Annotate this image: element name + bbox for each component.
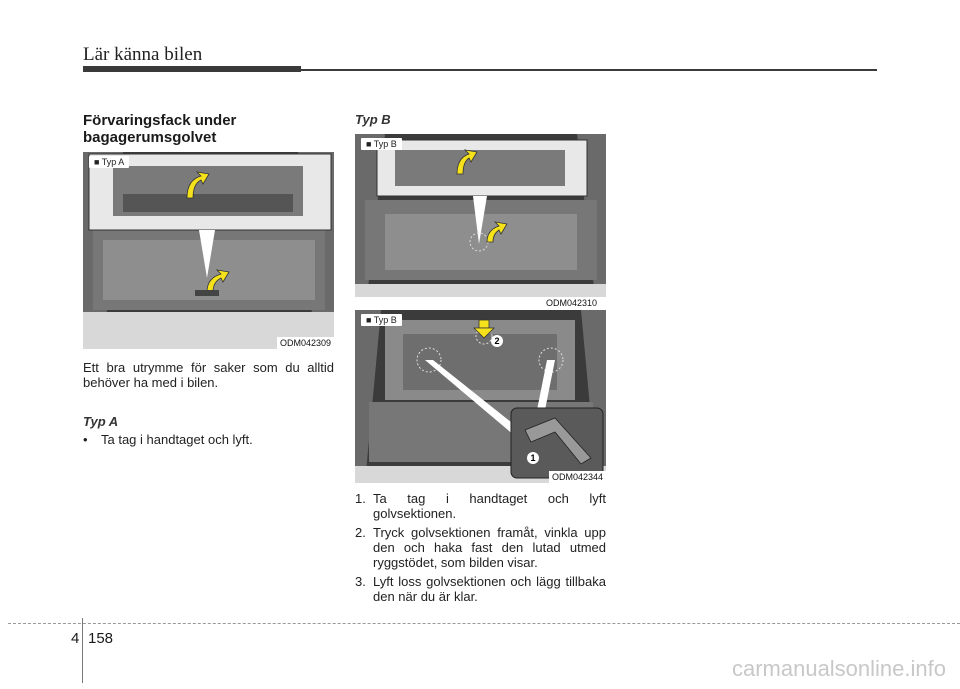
cargo-floor-hooked-illustration <box>355 310 606 483</box>
callout-2: 2 <box>491 335 503 347</box>
type-a-label: Typ A <box>83 414 119 429</box>
figure-type-b-2 <box>355 310 606 483</box>
list-item: 3. Lyft loss golvsektionen och lägg tillbaka den när du är klar. <box>355 574 606 604</box>
figure-type-a <box>83 152 334 349</box>
chapter-title: Lär känna bilen <box>83 44 203 65</box>
figure-type-b-1 <box>355 134 606 297</box>
figure-code: ODM042344 <box>549 471 606 483</box>
section-heading: Förvaringsfack under bagagerumsgolvet <box>83 112 237 146</box>
callout-1: 1 <box>527 452 539 464</box>
type-a-instructions <box>83 432 334 451</box>
figure-tag: ■ Typ A <box>89 156 129 168</box>
chapter-number: 4 <box>71 630 80 647</box>
type-b-label: Typ B <box>355 112 391 127</box>
page-number: 158 <box>88 630 114 647</box>
intro-paragraph: Ett bra utrymme för saker som du alltid behöver ha med i bilen. <box>83 360 334 390</box>
footer-divider <box>82 618 83 683</box>
footer-rule <box>8 623 960 624</box>
header-rule-thin <box>301 69 877 71</box>
list-item: 1. Ta tag i handtaget och lyft golvsektionen. <box>355 491 606 521</box>
list-item: 2. Tryck golvsektionen framåt, vinkla upp den och haka fast den lutad utmed ryggstödet, som bilden visar. <box>355 525 606 570</box>
watermark: carmanualsonline.info <box>731 656 946 681</box>
figure-tag: ■ Typ B <box>361 314 402 326</box>
header-rule-thick <box>83 66 301 72</box>
cargo-floor-illustration <box>355 134 606 297</box>
type-b-steps <box>355 491 606 608</box>
figure-code: ODM042310 <box>543 297 960 689</box>
bullet-icon: • <box>83 432 88 447</box>
cargo-area-illustration <box>83 152 334 349</box>
figure-tag: ■ Typ B <box>361 138 402 150</box>
list-item: • Ta tag i handtaget och lyft. <box>83 432 253 447</box>
figure-code: ODM042309 <box>277 337 334 349</box>
